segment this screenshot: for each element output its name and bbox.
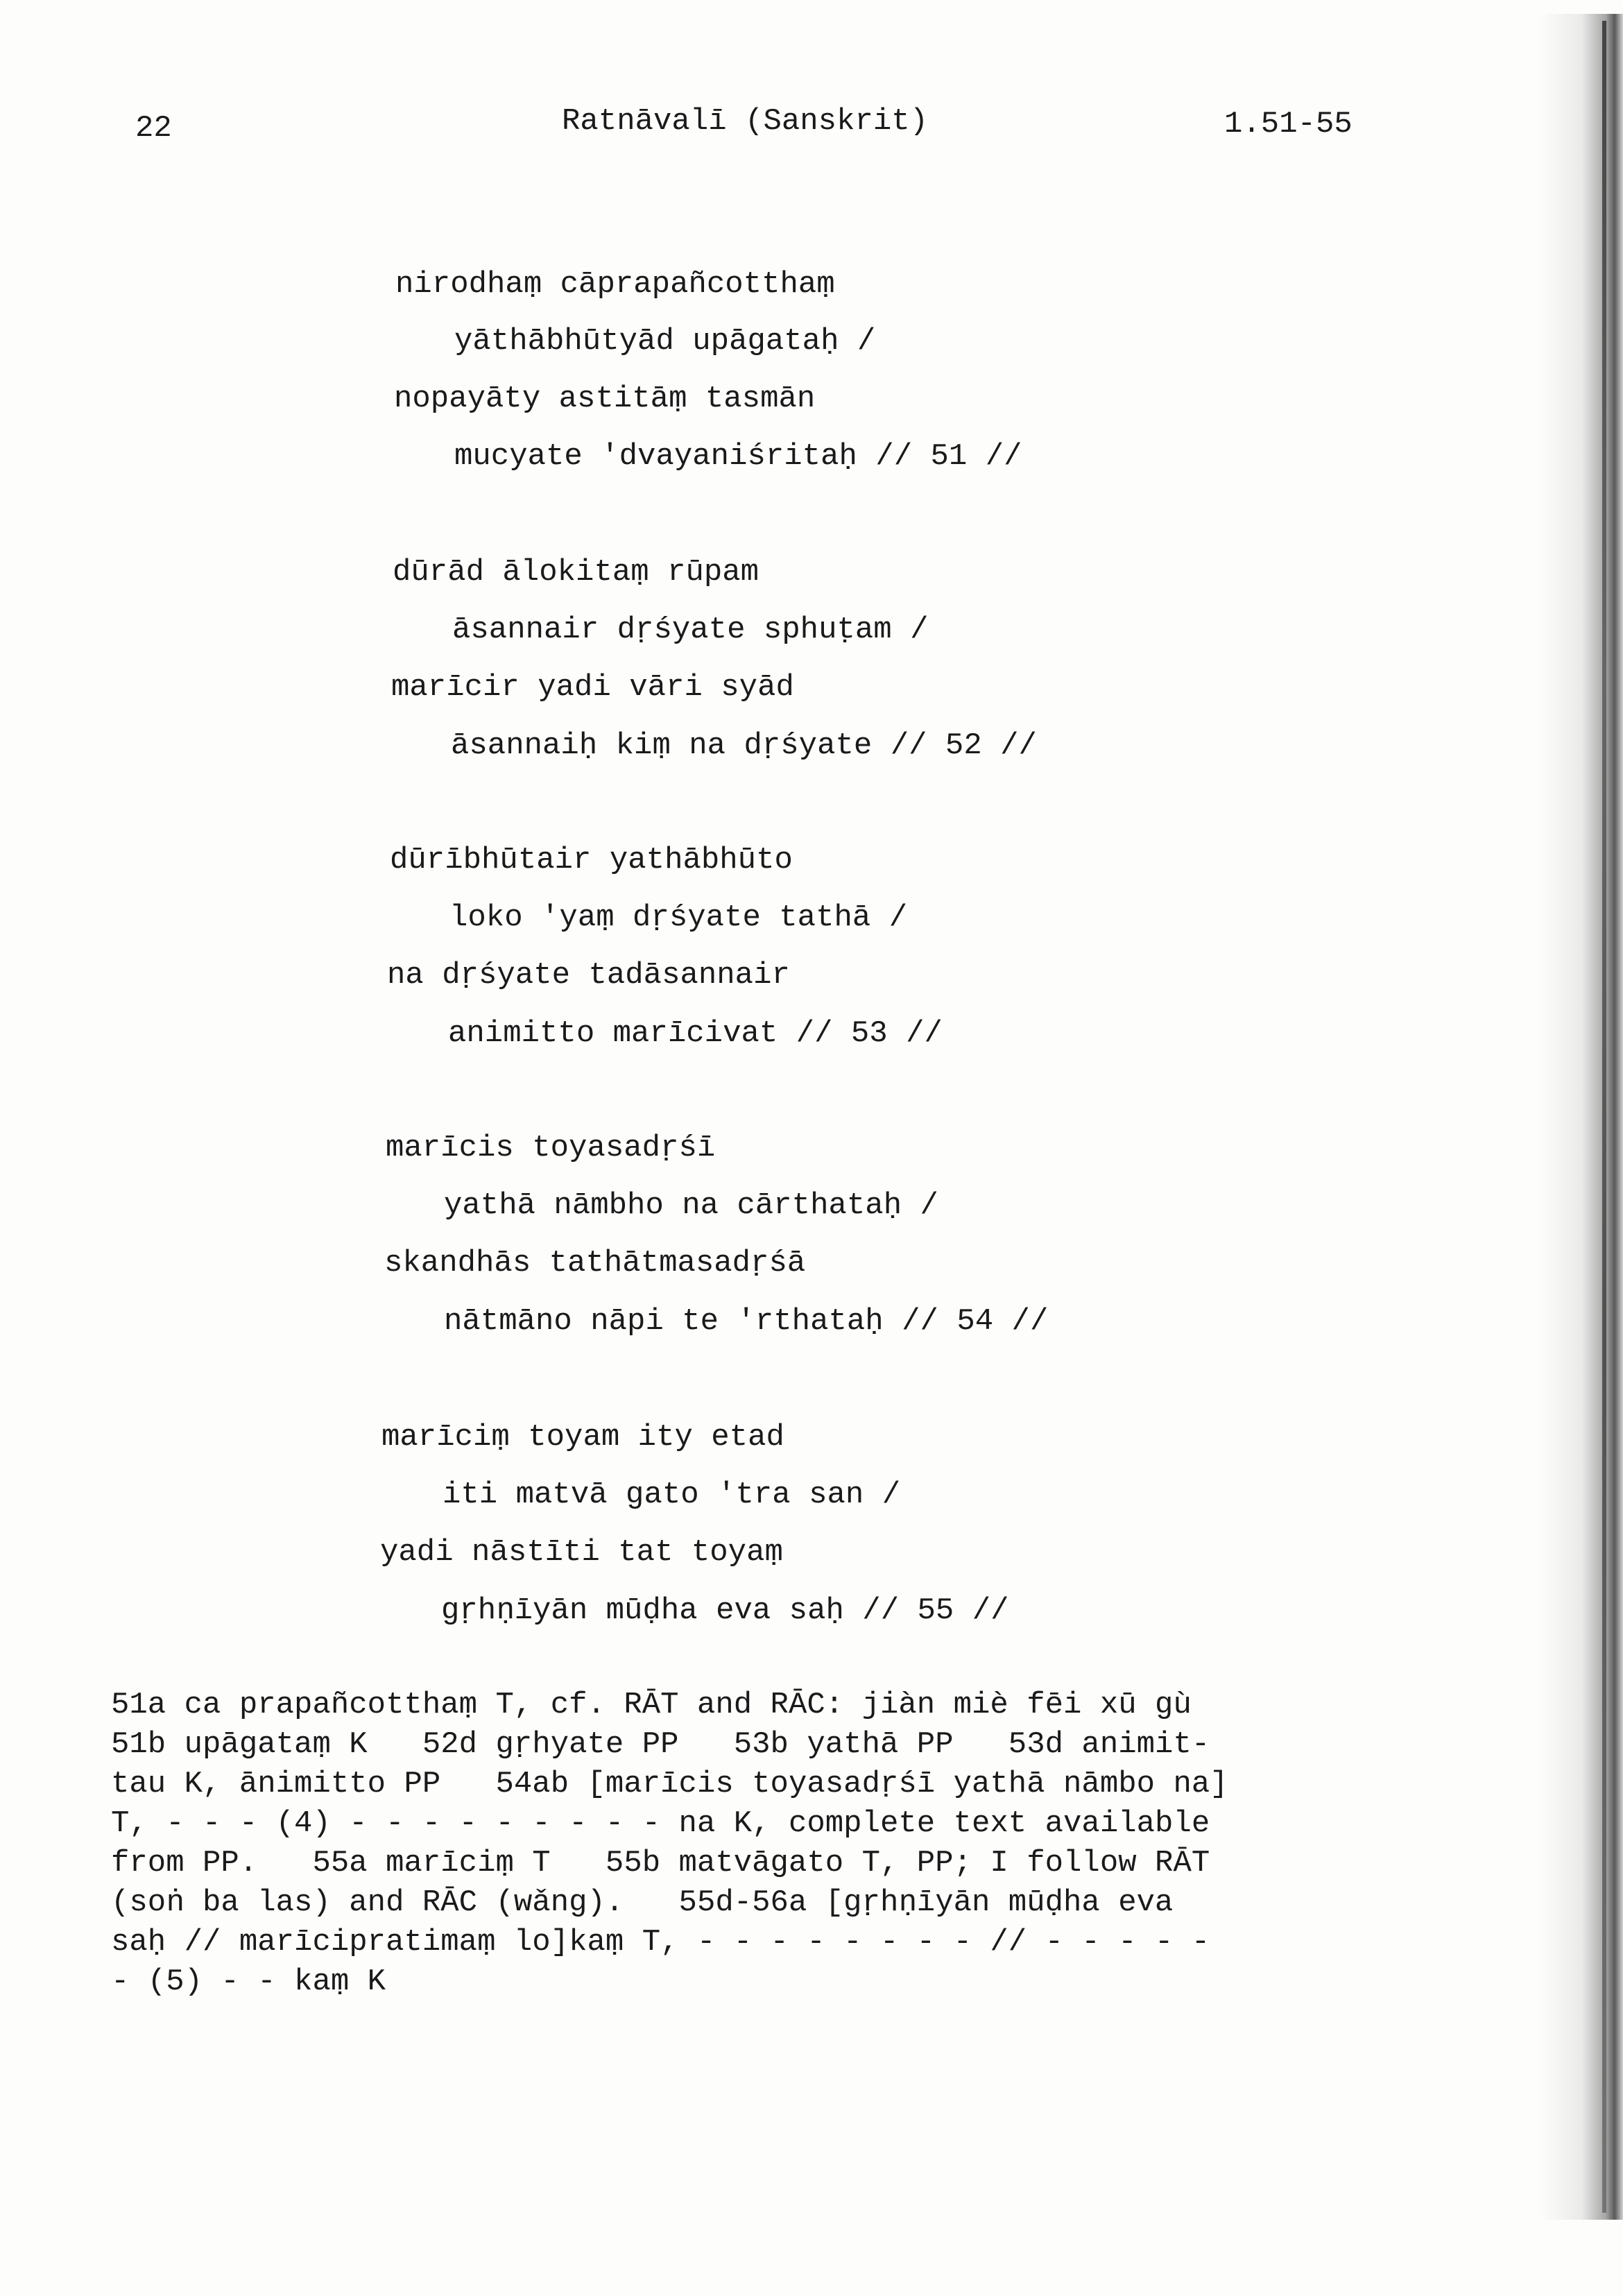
verse-line: yāthābhūtyād upāgataḥ / xyxy=(454,324,876,359)
footnote-line: T, - - - (4) - - - - - - - - - na K, complete text available xyxy=(111,1806,1210,1841)
verse-line: mucyate 'dvayaniśritaḥ // 51 // xyxy=(454,439,1022,474)
footnote-line: tau K, ānimitto PP 54ab [marīcis toyasadṛśī yathā nāmbo na] xyxy=(111,1767,1228,1801)
binding-line xyxy=(1602,21,1606,2213)
footnote-line: 51a ca prapañcotthaṃ T, cf. RĀT and RĀC: jiàn miè fēi xū gù xyxy=(111,1688,1192,1722)
verse-line: na dṛśyate tadāsannair xyxy=(387,958,790,993)
verse-line: yadi nāstīti tat toyaṃ xyxy=(380,1535,783,1570)
binding-shadow xyxy=(1540,14,1623,2220)
page-number: 22 xyxy=(135,111,172,146)
verse-line: marīciṃ toyam ity etad xyxy=(381,1420,784,1455)
verse-line: nopayāty astitāṃ tasmān xyxy=(394,382,816,416)
verse-line: marīcis toyasadṛśī xyxy=(386,1131,716,1165)
page-header xyxy=(0,104,1623,153)
footnote-line: (soṅ ba las) and RĀC (wǎng). 55d-56a [gṛhṇīyān mūḍha eva xyxy=(111,1885,1174,1920)
verse-line: animitto marīcivat // 53 // xyxy=(448,1016,943,1051)
footnote-line: from PP. 55a marīciṃ T 55b matvāgato T, PP; I follow RĀT xyxy=(111,1846,1210,1881)
verse-line: loko 'yaṃ dṛśyate tathā / xyxy=(449,900,908,935)
verse-line: nirodhaṃ cāprapañcotthaṃ xyxy=(395,267,835,302)
footnote-line: saḥ // marīcipratimaṃ lo]kaṃ T, - - - - - - - - // - - - - - xyxy=(111,1925,1210,1960)
footnote-line: 51b upāgataṃ K 52d gṛhyate PP 53b yathā PP 53d animit- xyxy=(111,1727,1210,1762)
verse-line: nātmāno nāpi te 'rthataḥ // 54 // xyxy=(444,1304,1049,1339)
verse-line: iti matvā gato 'tra san / xyxy=(443,1477,901,1512)
footnote-line: - (5) - - kaṃ K xyxy=(111,1964,386,1999)
verse-line: skandhās tathātmasadṛśā xyxy=(384,1246,806,1280)
verse-line: gṛhṇīyān mūḍha eva saḥ // 55 // xyxy=(441,1593,1009,1628)
verse-line: marīcir yadi vāri syād xyxy=(391,670,794,705)
section-reference: 1.51-55 xyxy=(1224,107,1352,142)
running-title: Ratnāvalī (Sanskrit) xyxy=(562,104,929,139)
critical-apparatus xyxy=(111,1686,1346,2002)
verse-line: āsannaiḥ kiṃ na dṛśyate // 52 // xyxy=(451,728,1037,763)
verse-line: yathā nāmbho na cārthataḥ / xyxy=(444,1188,938,1223)
verse-line: āsannair dṛśyate sphuṭam / xyxy=(452,612,929,647)
verse-line: dūrībhūtair yathābhūto xyxy=(390,843,793,877)
verse-line: dūrād ālokitaṃ rūpam xyxy=(393,555,759,590)
